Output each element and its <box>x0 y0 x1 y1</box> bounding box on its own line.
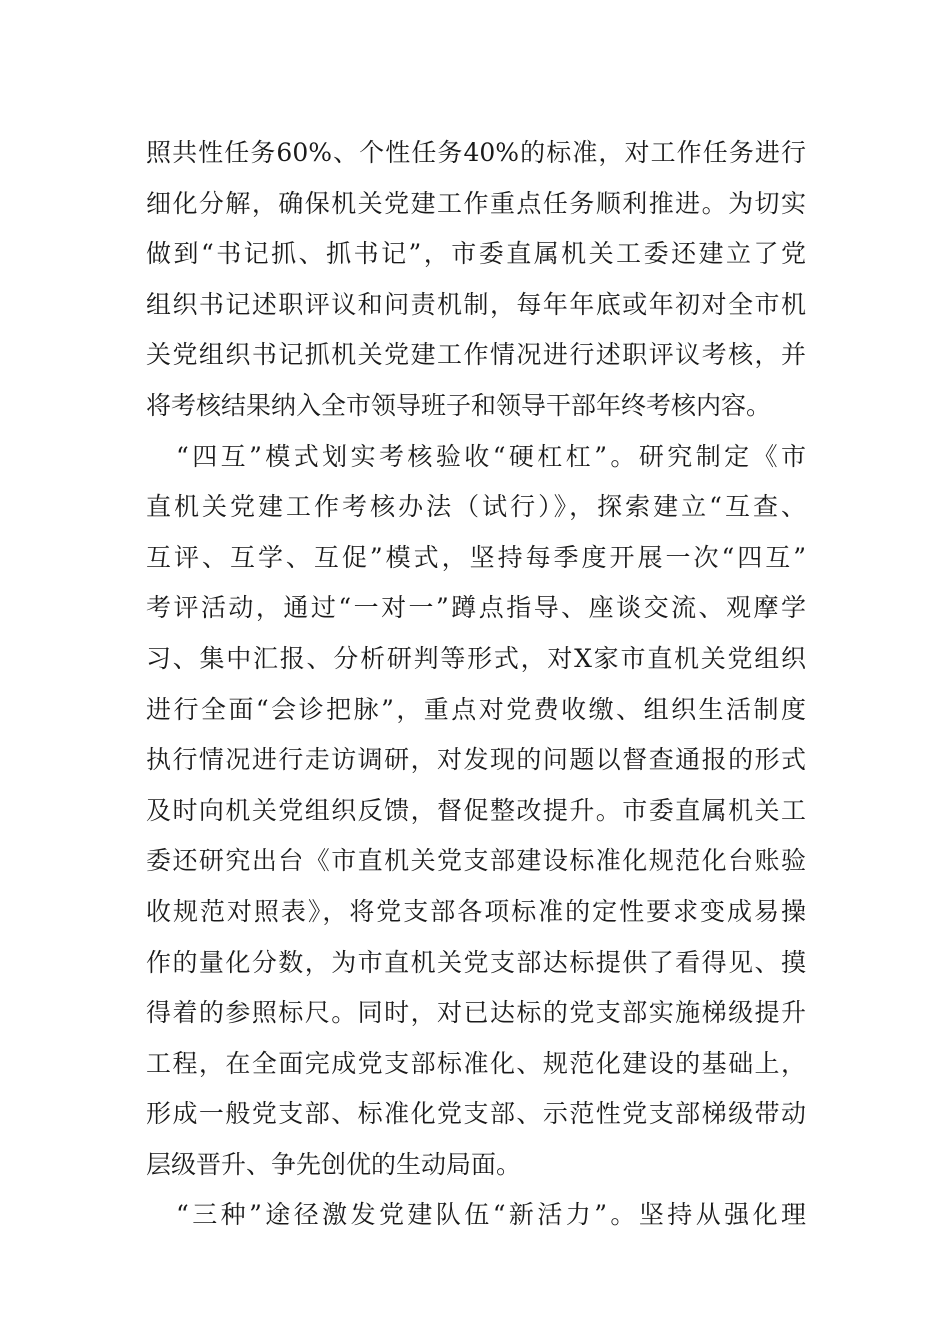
paragraph-2-line-5: 习、集中汇报、分析研判等形式，对X家市直机关党组织 <box>146 643 806 673</box>
body-text <box>146 128 806 1241</box>
paragraph-2-line-14: 形成一般党支部、标准化党支部、示范性党支部梯级带动 <box>146 1099 806 1129</box>
paragraph-1-line-1: 照共性任务60%、个性任务40%的标准，对工作任务进行 <box>146 138 806 167</box>
paragraph-1-line-5: 关党组织书记抓机关党建工作情况进行述职评议考核，并 <box>146 340 806 370</box>
paragraph-1-line-4: 组织书记述职评议和问责机制，每年年底或年初对全市机 <box>146 289 806 319</box>
paragraph-2-line-7: 执行情况进行走访调研，对发现的问题以督查通报的形式 <box>146 745 806 775</box>
paragraph-2-line-2: 直机关党建工作考核办法（试行）》，探索建立“互查、 <box>146 492 806 522</box>
paragraph-2-line-11: 作的量化分数，为市直机关党支部达标提供了看得见、摸 <box>146 947 806 977</box>
paragraph-2-line-1: “四互”模式划实考核验收“硬杠杠”。研究制定《市 <box>176 441 806 471</box>
paragraph-2-line-10: 收规范对照表》，将党支部各项标准的定性要求变成易操 <box>146 896 806 926</box>
paragraph-1-line-2: 细化分解，确保机关党建工作重点任务顺利推进。为切实 <box>146 188 806 218</box>
paragraph-2-line-9: 委还研究出台《市直机关党支部建设标准化规范化台账验 <box>146 846 806 876</box>
paragraph-2-line-4: 考评活动，通过“一对一”蹲点指导、座谈交流、观摩学 <box>146 593 806 623</box>
paragraph-1-line-6: 将考核结果纳入全市领导班子和领导干部年终考核内容。 <box>146 390 772 420</box>
paragraph-2-line-8: 及时向机关党组织反馈，督促整改提升。市委直属机关工 <box>146 795 806 825</box>
paragraph-3-line-1: “三种”途径激发党建队伍“新活力”。坚持从强化理 <box>176 1200 806 1230</box>
paragraph-1-line-3: 做到“书记抓、抓书记”，市委直属机关工委还建立了党 <box>146 239 806 269</box>
paragraph-2-line-3: 互评、互学、互促”模式，坚持每季度开展一次“四互” <box>146 542 806 572</box>
paragraph-2-line-15: 层级晋升、争先创优的生动局面。 <box>146 1149 522 1179</box>
paragraph-2-line-13: 工程，在全面完成党支部标准化、规范化建设的基础上， <box>146 1048 806 1078</box>
paragraph-2-line-6: 进行全面“会诊把脉”，重点对党费收缴、组织生活制度 <box>146 694 806 724</box>
paragraph-2-line-12: 得着的参照标尺。同时，对已达标的党支部实施梯级提升 <box>146 998 806 1028</box>
